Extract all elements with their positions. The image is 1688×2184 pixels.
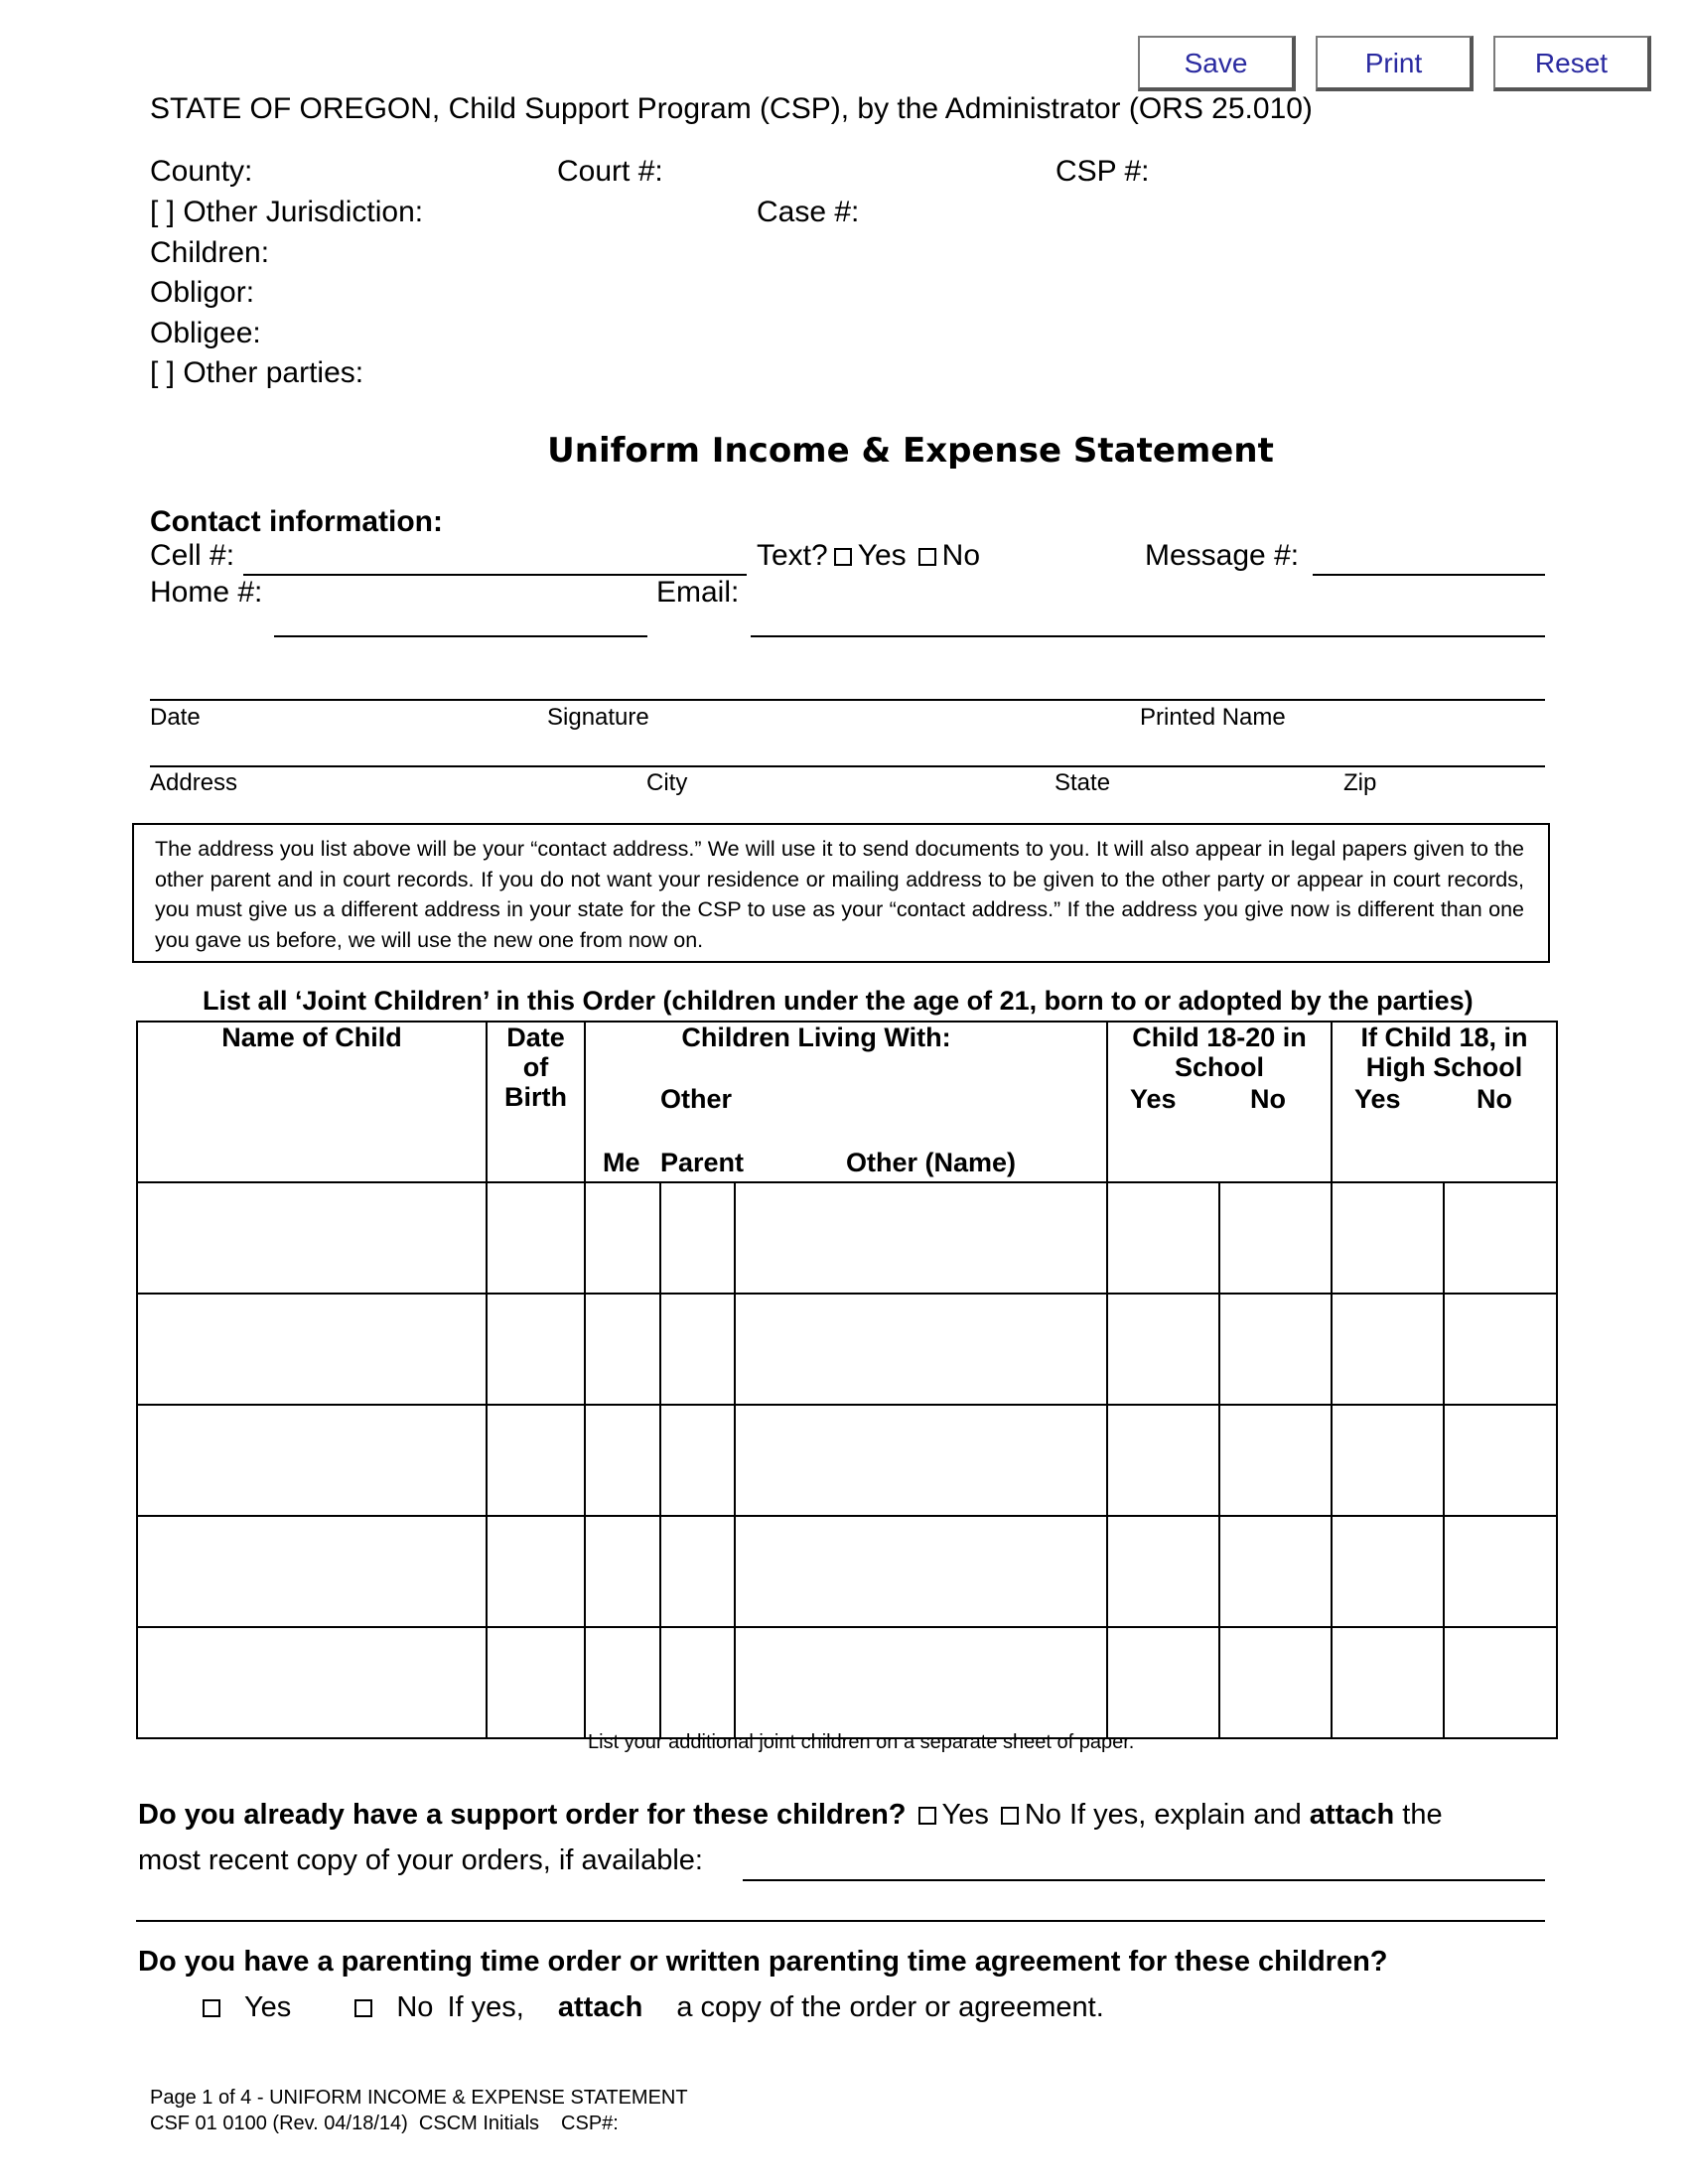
dob-cell[interactable] — [487, 1294, 585, 1405]
support-order-question: Do you already have a support order for these children? Yes No If yes, explain and attach the — [138, 1799, 1443, 1831]
address-line[interactable] — [150, 765, 1545, 767]
support-order-yes-checkbox[interactable] — [918, 1807, 936, 1825]
high-school-no-cell[interactable] — [1444, 1516, 1557, 1627]
home-label: Home #: — [150, 576, 263, 609]
other-parent-cell[interactable] — [660, 1405, 735, 1516]
school-no-cell[interactable] — [1219, 1182, 1332, 1294]
dob-cell[interactable] — [487, 1516, 585, 1627]
message-label: Message #: — [1145, 539, 1300, 572]
me-cell[interactable] — [585, 1405, 660, 1516]
support-order-explain-field-2[interactable] — [136, 1920, 1545, 1922]
obligor-label: Obligor: — [150, 276, 255, 309]
child-18-high-school-header: If Child 18, in High School Yes No — [1332, 1022, 1557, 1182]
child-name-cell[interactable] — [137, 1405, 487, 1516]
obligee-label: Obligee: — [150, 317, 261, 349]
text-label: Text? — [757, 539, 828, 572]
other-name-cell[interactable] — [735, 1182, 1107, 1294]
school-yes-cell[interactable] — [1107, 1182, 1219, 1294]
footer-csp-label: CSP#: — [561, 2113, 619, 2134]
parenting-no-checkbox[interactable] — [354, 1999, 372, 2017]
me-cell[interactable] — [585, 1182, 660, 1294]
child-name-cell[interactable] — [137, 1627, 487, 1738]
school-yes-cell[interactable] — [1107, 1516, 1219, 1627]
table-row — [137, 1405, 1557, 1516]
footer-page-info: Page 1 of 4 - UNIFORM INCOME & EXPENSE STATEMENT — [150, 2087, 688, 2109]
contact-heading: Contact information: — [150, 505, 443, 538]
school-yes-cell[interactable] — [1107, 1627, 1219, 1738]
signature-line[interactable] — [150, 699, 1545, 701]
school-no-cell[interactable] — [1219, 1627, 1332, 1738]
date-caption: Date — [150, 704, 201, 731]
email-label: Email: — [656, 576, 740, 609]
table-row — [137, 1182, 1557, 1294]
save-button[interactable]: Save — [1138, 36, 1296, 91]
other-parent-cell[interactable] — [660, 1627, 735, 1738]
me-cell[interactable] — [585, 1627, 660, 1738]
me-cell[interactable] — [585, 1516, 660, 1627]
other-parent-cell[interactable] — [660, 1516, 735, 1627]
cscm-initials-label: CSCM Initials — [418, 2113, 540, 2134]
high-school-yes-cell[interactable] — [1332, 1627, 1444, 1738]
csp-label: CSP #: — [1055, 155, 1150, 188]
additional-children-note: List your additional joint children on a separate sheet of paper. — [588, 1731, 1135, 1753]
other-jurisdiction-label: [ ] Other Jurisdiction: — [150, 196, 424, 228]
county-label: County: — [150, 155, 253, 188]
dob-cell[interactable] — [487, 1627, 585, 1738]
cell-label: Cell #: — [150, 539, 235, 572]
other-name-cell[interactable] — [735, 1294, 1107, 1405]
child-name-cell[interactable] — [137, 1182, 487, 1294]
other-parent-cell[interactable] — [660, 1182, 735, 1294]
high-school-no-cell[interactable] — [1444, 1627, 1557, 1738]
court-label: Court #: — [557, 155, 663, 188]
reset-button[interactable]: Reset — [1493, 36, 1651, 91]
children-label: Children: — [150, 236, 270, 269]
state-line: STATE OF OREGON, Child Support Program (CSP), by the Administrator (ORS 25.010) — [150, 92, 1313, 125]
signature-caption: Signature — [547, 704, 649, 731]
high-school-yes-cell[interactable] — [1332, 1516, 1444, 1627]
contact-address-notice: The address you list above will be your “contact address.” We will use it to send documents to you. It will also appear in legal papers given to the other parent and in court records. If you do not want your residence or mailing address to be given to the other party or appear in court records, you must give us a different address in your state for the CSP to use as your “contact address.” If the address you give now is different than one you gave us before, we will use the new one from now on. — [132, 823, 1550, 963]
high-school-no-cell[interactable] — [1444, 1182, 1557, 1294]
support-order-no-label: No — [1024, 1799, 1061, 1831]
child-18-20-in-school-header: Child 18-20 in School Yes No — [1107, 1022, 1332, 1182]
high-school-no-cell[interactable] — [1444, 1405, 1557, 1516]
support-order-no-checkbox[interactable] — [1001, 1807, 1019, 1825]
child-name-cell[interactable] — [137, 1516, 487, 1627]
text-no-checkbox[interactable] — [918, 548, 936, 566]
high-school-yes-cell[interactable] — [1332, 1405, 1444, 1516]
other-parties-label: [ ] Other parties: — [150, 356, 364, 389]
high-school-yes-cell[interactable] — [1332, 1182, 1444, 1294]
school-no-cell[interactable] — [1219, 1405, 1332, 1516]
parenting-time-question: Do you have a parenting time order or written parenting time agreement for these children? — [138, 1946, 1388, 1978]
table-row — [137, 1294, 1557, 1405]
text-no-label: No — [941, 539, 981, 572]
parenting-time-options: Yes No If yes, attach a copy of the order or agreement. — [203, 1991, 1104, 2024]
table-row — [137, 1627, 1557, 1738]
child-name-cell[interactable] — [137, 1294, 487, 1405]
school-no-cell[interactable] — [1219, 1516, 1332, 1627]
other-name-cell[interactable] — [735, 1627, 1107, 1738]
high-school-yes-cell[interactable] — [1332, 1294, 1444, 1405]
footer-form-id: CSF 01 0100 (Rev. 04/18/14) CSCM Initials CSP#: — [150, 2113, 619, 2134]
high-school-no-cell[interactable] — [1444, 1294, 1557, 1405]
school-yes-cell[interactable] — [1107, 1405, 1219, 1516]
dob-cell[interactable] — [487, 1182, 585, 1294]
school-yes-cell[interactable] — [1107, 1294, 1219, 1405]
form-title: Uniform Income & Expense Statement — [547, 431, 1274, 471]
email-field[interactable] — [751, 635, 1545, 637]
support-order-explain-field[interactable] — [743, 1879, 1545, 1881]
table-row — [137, 1516, 1557, 1627]
me-cell[interactable] — [585, 1294, 660, 1405]
parenting-yes-checkbox[interactable] — [203, 1999, 220, 2017]
dob-cell[interactable] — [487, 1405, 585, 1516]
state-caption: State — [1055, 769, 1111, 796]
joint-children-table — [136, 1021, 1558, 1739]
name-of-child-header: Name of Child — [137, 1022, 487, 1182]
other-name-cell[interactable] — [735, 1516, 1107, 1627]
city-caption: City — [646, 769, 688, 796]
zip-caption: Zip — [1343, 769, 1377, 796]
school-no-cell[interactable] — [1219, 1294, 1332, 1405]
other-name-cell[interactable] — [735, 1405, 1107, 1516]
print-button[interactable]: Print — [1316, 36, 1474, 91]
message-field[interactable] — [1313, 574, 1545, 576]
text-option — [757, 539, 980, 573]
children-living-with-header: Children Living With: Other Me Parent Other (Name) — [585, 1022, 1107, 1182]
case-label: Case #: — [757, 196, 860, 228]
parenting-yes-label: Yes — [244, 1991, 292, 2023]
address-caption: Address — [150, 769, 238, 796]
printed-name-caption: Printed Name — [1140, 704, 1286, 731]
parenting-no-label: No — [396, 1991, 434, 2023]
text-yes-label: Yes — [857, 539, 907, 572]
other-parent-cell[interactable] — [660, 1294, 735, 1405]
home-field[interactable] — [274, 635, 647, 637]
support-order-line2: most recent copy of your orders, if available: — [138, 1844, 703, 1876]
date-of-birth-header: Date of Birth — [487, 1022, 585, 1182]
support-order-yes-label: Yes — [941, 1799, 989, 1831]
text-yes-checkbox[interactable] — [834, 548, 852, 566]
children-table-caption: List all ‘Joint Children’ in this Order (children under the age of 21, born to or adopted by the parties) — [203, 986, 1474, 1016]
